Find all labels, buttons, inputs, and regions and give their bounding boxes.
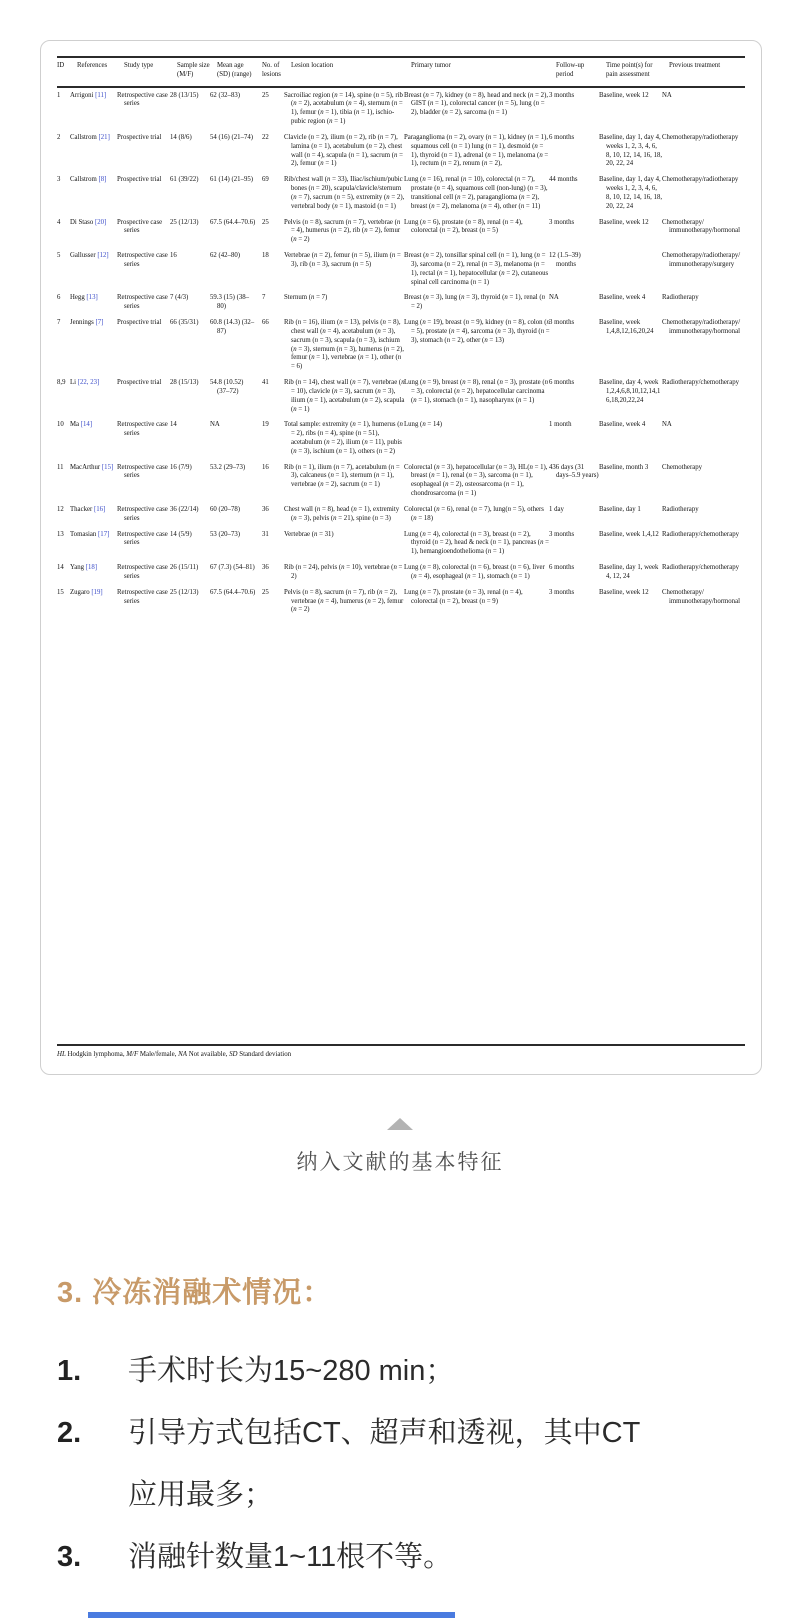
cell-reference: Ma [14] — [70, 421, 93, 429]
list-item — [57, 1340, 749, 1402]
cell-lesion-location: Total sample: extremity (n = 1), humerus (n = 2), ribs (n = 4), spine (n = 51), acetabulum (n = 2), ilium (n = 11), pubis (n = 3), ischium (n = 1), others (n = 2) — [284, 421, 403, 455]
cell-follow-up: 6 months — [549, 133, 575, 141]
cell-primary-tumor: Lung (n = 14) — [404, 421, 443, 429]
table-row — [57, 172, 745, 214]
cell-lesion-count: 25 — [262, 588, 269, 596]
cell-mean-age: 67.5 (64.4–70.6) — [210, 588, 256, 596]
footnote-text: Hodgkin lymphoma, — [65, 1051, 127, 1058]
column-header: Previous treatment — [669, 57, 745, 87]
cell-id: 5 — [57, 252, 61, 260]
cell-reference: Li [22, 23] — [70, 379, 100, 387]
column-header: No. of lesions — [262, 57, 291, 87]
cell-study-type: Retrospective case series — [117, 564, 168, 580]
cell-study-type: Prospective case series — [117, 218, 163, 235]
column-header: Follow-up period — [556, 57, 606, 87]
cell-follow-up: 44 months — [549, 176, 578, 184]
cell-mean-age: 67.5 (64.4–70.6) — [210, 218, 256, 226]
cell-study-type: Prospective trial — [117, 133, 162, 141]
cell-lesion-count: 66 — [262, 319, 269, 327]
list-text-line: 引导方式包括CT、超声和透视，其中CT — [128, 1417, 641, 1449]
cell-study-type: Retrospective case series — [117, 505, 168, 522]
cell-previous-treatment: Chemotherapy — [662, 463, 703, 471]
cell-time-points: Baseline, day 1, week 4, 12, 24 — [599, 564, 659, 580]
citation-link[interactable]: [11] — [95, 91, 107, 99]
cell-sample-size: 14 (5/​9) — [170, 530, 192, 538]
footnote-text: Male/female, — [138, 1051, 179, 1058]
cell-id: 3 — [57, 176, 61, 184]
cell-reference: Arrigoni [11] — [70, 91, 107, 99]
list-text — [128, 1402, 749, 1526]
cell-reference: Zugaro [19] — [70, 588, 103, 596]
cell-sample-size: 14 (8/​6) — [170, 133, 192, 141]
cell-mean-age: 59.3 (15) (38–80) — [210, 294, 250, 311]
cell-previous-treatment: Chemotherapy/​immunotherapy/​hormonal — [662, 218, 740, 235]
cell-id: 10 — [57, 421, 64, 429]
cell-sample-size: 7 (4/​3) — [170, 294, 189, 302]
list-text-line: 应用最多； — [128, 1479, 274, 1511]
footnote-abbr: NA — [178, 1051, 187, 1058]
cell-reference: Thacker [16] — [70, 505, 106, 513]
column-header: Primary tumor — [411, 57, 556, 87]
cell-lesion-count: 25 — [262, 218, 269, 226]
cell-primary-tumor: Lung (n = 19), breast (n = 9), kidney (n = 8), colon (n = 5), prostate (n = 4), sarcoma (n = 3), thyroid (n = 3), stomach (n = 2), other (n = 13) — [404, 319, 550, 344]
cell-previous-treatment: Radiotherapy/​chemotherapy — [662, 564, 740, 572]
cell-lesion-location: Rib (n = 14), chest wall (n = 7), vertebrae (n = 10), clavicle (n = 3), sacrum (n = 3), ilium (n = 1), acetabulum (n = 2), scapula (n = 1) — [284, 379, 405, 413]
cell-lesion-count: 36 — [262, 564, 269, 572]
list-text-line: 手术时长为15~280 min； — [128, 1355, 455, 1387]
footnote-text: Standard deviation — [237, 1051, 292, 1058]
cell-time-points: Baseline, day 1, day 4, weeks 1, 2, 3, 4, 6, 8, 10, 12, 14, 16, 18, 20, 22, 24 — [599, 176, 663, 210]
list-item — [57, 1526, 749, 1588]
cell-mean-age: 53.2 (29–73) — [210, 463, 246, 471]
citation-link[interactable]: [14] — [80, 421, 93, 429]
cell-primary-tumor: Breast (n = 2), tonsillar spinal cell (n = 1), lung (n = 3), sarcoma (n = 2), renal (n = 3), melanoma (n = 1), rectal (n = 1), hepatocellular (n = 2), cutaneous spinal cell carcinoma (n = 1) — [404, 252, 549, 286]
citation-link[interactable]: [17] — [98, 530, 110, 538]
notes-list — [57, 1340, 749, 1588]
cell-follow-up: 3 months — [549, 588, 575, 596]
cell-previous-treatment: Radiotherapy/​chemotherapy — [662, 379, 740, 387]
table-caption: 纳入文献的基本特征 — [296, 1151, 504, 1174]
cell-time-points: Baseline, month 3 — [599, 463, 649, 471]
table-row — [57, 87, 745, 130]
cell-previous-treatment: Chemotherapy/​radiotherapy — [662, 176, 739, 184]
cell-lesion-count: 41 — [262, 379, 269, 387]
column-header: Sample size (M/F) — [177, 57, 217, 87]
cell-lesion-count: 18 — [262, 252, 269, 260]
cell-lesion-location: Rib (n = 24), pelvis (n = 10), vertebrae (n = 2) — [284, 564, 403, 580]
cell-id: 6 — [57, 294, 61, 302]
cell-time-points: Baseline, day 4, week 1,2,4,6,8,10,12,14,16,18,20,22,24 — [599, 379, 661, 404]
cell-mean-age: 60 (20–78) — [210, 505, 241, 513]
cell-previous-treatment: Chemotherapy/​radiotherapy — [662, 133, 739, 141]
citation-link[interactable]: [7] — [95, 319, 104, 327]
cell-lesion-location: Sacroiliac region (n = 14), spine (n = 5), rib (n = 2), acetabulum (n = 4), sternum (n = 1), femur (n = 1), tibia (n = 1), ischio-pubic region (n = 1) — [284, 91, 403, 126]
citation-link[interactable]: [22, 23] — [77, 379, 100, 387]
cell-lesion-location: Chest wall (n = 8), head (n = 1), extremity (n = 3), pelvis (n = 21), spine (n = 3) — [284, 505, 400, 522]
cell-time-points: Baseline, week 12 — [599, 588, 649, 596]
cell-id: 14 — [57, 564, 64, 572]
cell-study-type: Prospective trial — [117, 319, 162, 327]
cell-mean-age: 67 (7.3) (54–81) — [210, 564, 255, 572]
cell-lesion-location: Pelvis (n = 8), sacrum (n = 7), vertebrae (n = 4), humerus (n = 2), rib (n = 2), femur (n = 2) — [284, 218, 401, 244]
citation-link[interactable]: [12] — [97, 252, 109, 260]
cell-reference: Jennings [7] — [70, 319, 104, 327]
table-row — [57, 527, 745, 560]
citation-link[interactable]: [20] — [94, 218, 107, 226]
cell-lesion-count: 31 — [262, 530, 269, 538]
table-row — [57, 130, 745, 172]
cell-study-type: Retrospective case series — [117, 463, 168, 480]
cell-lesion-count: 19 — [262, 421, 269, 429]
column-header: Mean age (SD) (range) — [217, 57, 262, 87]
cell-sample-size: 36 (22/​14) — [170, 505, 199, 513]
cell-sample-size: 26 (15/​11) — [170, 564, 199, 572]
cell-follow-up: 436 days (31 days–5.9 years) — [549, 463, 599, 480]
cell-study-type: Retrospective case series — [117, 294, 168, 311]
reading-progress-bar — [88, 1612, 455, 1618]
column-header: Time point(s) for pain assessment — [606, 57, 669, 87]
cell-study-type: Retrospective case series — [117, 91, 168, 108]
cell-sample-size: 25 (12/​13) — [170, 218, 199, 226]
cell-sample-size: 61 (39/​22) — [170, 176, 199, 184]
cell-mean-age: 62 (42–80) — [210, 252, 241, 260]
cell-id: 1 — [57, 91, 61, 99]
study-table-wrap — [57, 56, 745, 1042]
cell-follow-up: 3 months — [549, 530, 575, 538]
citation-link[interactable]: [8] — [98, 176, 107, 184]
cell-study-type: Prospective trial — [117, 176, 162, 184]
cell-study-type: Retrospective case series — [117, 252, 168, 268]
citation-link[interactable]: [16] — [93, 505, 106, 513]
cell-lesion-location: Rib (n = 16), ilium (n = 13), pelvis (n = 8), chest wall (n = 4), acetabulum (n = 3), sacrum (n = 3), scapula (n = 3), ischium (n = 3), sternum (n = 3), humerus (n = 2), femur (n = 1), vertebrae (n = 1), other (n = 6) — [284, 319, 404, 371]
cell-time-points: Baseline, week 12 — [599, 91, 649, 99]
cell-primary-tumor: Lung (n = 4), colorectal (n = 3), breast (n = 2), thyroid (n = 2), head & neck (n = 1), pancreas (n = 1), hemangioendothelioma (n = 1) — [404, 530, 550, 556]
cell-previous-treatment: Radiotherapy — [662, 505, 699, 513]
collapse-triangle-icon[interactable] — [387, 1118, 413, 1130]
table-row — [57, 215, 745, 248]
cell-lesion-count: 69 — [262, 176, 269, 184]
cell-previous-treatment: Chemotherapy/​radiotherapy/​immunotherapy/​surgery — [662, 252, 741, 268]
cell-sample-size: 14 — [170, 421, 177, 429]
cell-time-points: Baseline, week 4 — [599, 294, 646, 302]
cell-previous-treatment: Radiotherapy/​chemotherapy — [662, 530, 740, 538]
cell-reference: Tomasian [17] — [70, 530, 110, 538]
cell-lesion-location: Sternum (n = 7) — [284, 294, 328, 302]
cell-primary-tumor: Breast (n = 3), lung (n = 3), thyroid (n = 1), renal (n = 2) — [404, 294, 546, 311]
column-header: Lesion location — [291, 57, 411, 87]
cell-primary-tumor: Lung (n = 7), prostate (n = 3), renal (n = 4), colorectal (n = 2), breast (n = 9) — [404, 588, 523, 605]
table-row — [57, 417, 745, 459]
cell-mean-age: 54 (16) (21–74) — [210, 133, 254, 141]
cell-lesion-location: Rib (n = 1), ilium (n = 7), acetabulum (n = 3), calcaneus (n = 1), sternum (n = 1), vertebrae (n = 2), sacrum (n = 1) — [284, 463, 400, 489]
citation-link[interactable]: [13] — [86, 294, 98, 302]
cell-reference: Gallusser [12] — [70, 252, 109, 260]
cell-time-points — [606, 248, 669, 290]
table-row — [57, 585, 745, 618]
cell-lesion-count: 7 — [262, 294, 266, 302]
table-body — [57, 87, 745, 619]
cell-primary-tumor: Lung (n = 9), breast (n = 8), renal (n = 3), prostate (n = 3), colorectal (n = 2), hepatocellular carcinoma (n = 1), stomach (n = 1), nasopharynx (n = 1) — [404, 379, 549, 404]
cell-reference: Di Staso [20] — [70, 218, 107, 226]
cell-follow-up: 3 months — [549, 319, 575, 327]
citation-link[interactable]: [21] — [98, 133, 110, 141]
cell-mean-age: 53 (20–73) — [210, 530, 241, 538]
cell-time-points: Baseline, day 1 — [599, 505, 641, 513]
cell-study-type: Retrospective case series — [117, 588, 168, 605]
table-row — [57, 460, 745, 502]
table-row — [57, 315, 745, 375]
cell-id: 15 — [57, 588, 64, 596]
cell-primary-tumor: Lung (n = 8), colorectal (n = 6), breast (n = 6), liver (n = 4), esophageal (n = 1), stomach (n = 1) — [404, 564, 545, 580]
cell-follow-up: 1 day — [549, 505, 564, 513]
cell-lesion-count: 22 — [262, 133, 269, 141]
cell-previous-treatment: Chemotherapy/​immunotherapy/​hormonal — [662, 588, 740, 605]
column-header: References — [77, 57, 124, 87]
cell-id: 13 — [57, 530, 64, 538]
cell-primary-tumor: Paraganglioma (n = 2), ovary (n = 1), kidney (n = 1), squamous cell (n = 1) lung (n = 1), desmoid (n = 1), thyroid (n = 1), adrenal (n = 1), melanoma (n = 1), rectum (n = 2), renum (n = 2), — [404, 133, 549, 168]
list-item — [57, 1402, 749, 1526]
list-number: 2. — [57, 1417, 82, 1449]
cell-study-type: Prospective trial — [117, 379, 162, 387]
cell-lesion-count: 36 — [262, 505, 269, 513]
column-header: ID — [57, 57, 77, 87]
column-header: Study type — [124, 57, 177, 87]
cell-sample-size: 28 (15/​13) — [170, 379, 199, 387]
study-table-card — [40, 40, 762, 1075]
table-footnote — [57, 1044, 745, 1058]
cell-previous-treatment: NA — [662, 91, 672, 99]
list-text — [128, 1340, 749, 1402]
table-row — [57, 502, 745, 527]
cell-time-points: Baseline, week 1,4,8,12,16,20,24 — [599, 319, 654, 335]
cell-primary-tumor: Colorectal (n = 3), hepatocellular (n = 3), HL(n = 1), breast (n = 1), renal (n = 3), sarcoma (n = 1), esophageal (n = 2), osteosarcoma (n = 1), chondrosarcoma (n = 1) — [404, 463, 548, 498]
cell-study-type: Retrospective case series — [117, 421, 168, 438]
cell-mean-age: 61 (14) (21–95) — [210, 176, 254, 184]
cell-time-points: Baseline, week 4 — [599, 421, 646, 429]
cell-lesion-location: Vertebrae (n = 2), femur (n = 5), ilium (n = 3), rib (n = 3), sacrum (n = 5) — [284, 252, 401, 268]
table-row — [57, 290, 745, 315]
cell-reference: Yang [18] — [70, 564, 98, 572]
cell-time-points: Baseline, week 12 — [599, 218, 649, 226]
list-number: 1. — [57, 1355, 82, 1387]
citation-link[interactable]: [19] — [91, 588, 103, 596]
cell-previous-treatment: NA — [662, 421, 672, 429]
cell-mean-age: 60.8 (14.3) (32–87) — [210, 319, 255, 335]
cell-id: 8,9 — [57, 379, 66, 387]
cell-mean-age: 54.8 (10.52) (37–72) — [210, 379, 244, 395]
cell-time-points: Baseline, day 1, day 4, weeks 1, 2, 3, 4, 6, 8, 10, 12, 14, 16, 18, 20, 22, 24 — [599, 133, 663, 168]
cell-time-points: Baseline, week 1,4,12 — [599, 530, 659, 538]
list-number: 3. — [57, 1541, 82, 1573]
cell-primary-tumor: Breast (n = 7), kidney (n = 8), head and neck (n = 2), GIST (n = 1), colorectal cancer (n = 5), lung (n = 2), bladder (n = 2), sarcoma (n = 1) — [404, 91, 549, 117]
cell-lesion-count: 25 — [262, 91, 269, 99]
section-heading: 3. 冷冻消融术情况： — [57, 1277, 333, 1309]
list-text — [128, 1526, 749, 1588]
cell-follow-up: 12 (1.5–39) months — [549, 252, 581, 268]
table-header-row — [57, 57, 745, 87]
cell-study-type: Retrospective case series — [117, 530, 168, 547]
table-row — [57, 248, 745, 290]
cell-follow-up: 6 months — [549, 564, 575, 572]
cell-sample-size: 16 (7/​9) — [170, 463, 192, 471]
cell-previous-treatment: Chemotherapy/​radiotherapy/​immunotherapy/​hormonal — [662, 319, 741, 335]
cell-reference: Callstrom [21] — [70, 133, 110, 141]
cell-follow-up: 1 month — [549, 421, 572, 429]
footnote-abbr: SD — [229, 1051, 238, 1058]
cell-lesion-count: 16 — [262, 463, 269, 471]
cell-sample-size: 16 — [170, 252, 177, 260]
study-characteristics-table — [57, 56, 745, 618]
cell-previous-treatment: Radiotherapy — [662, 294, 699, 302]
cell-follow-up: NA — [549, 294, 559, 302]
cell-sample-size: 25 (12/​13) — [170, 588, 199, 596]
table-row — [57, 375, 745, 417]
cell-id: 2 — [57, 133, 61, 141]
citation-link[interactable]: [15] — [101, 463, 114, 471]
cell-primary-tumor: Lung (n = 6), prostate (n = 8), renal (n = 4), colorectal (n = 2), breast (n = 5) — [404, 218, 523, 235]
cell-primary-tumor: Colorectal (n = 6), renal (n = 7), lung(n = 5), others (n = 18) — [404, 505, 544, 522]
cell-lesion-location: Clavicle (n = 2), ilium (n = 2), rib (n = 7), lamina (n = 1), acetabulum (n = 2), chest wall (n = 4), scapula (n = 1), sacrum (n = 2), femur (n = 1) — [284, 133, 403, 168]
citation-link[interactable]: [18] — [85, 564, 98, 572]
cell-reference: Callstrom [8] — [70, 176, 107, 184]
cell-mean-age: NA — [210, 421, 220, 429]
cell-lesion-location: Vertebrae (n = 31) — [284, 530, 334, 538]
cell-lesion-location: Pelvis (n = 8), sacrum (n = 7), rib (n = 2), vertebrae (n = 4), humerus (n = 2), femur (n = 2) — [284, 588, 404, 614]
cell-id: 11 — [57, 463, 64, 471]
cell-sample-size: 28 (13/​15) — [170, 91, 199, 99]
cell-follow-up: 3 months — [549, 218, 575, 226]
cell-reference: MacArthur [15] — [70, 463, 114, 471]
cell-id: 12 — [57, 505, 64, 513]
cell-follow-up: 3 months — [549, 91, 575, 99]
cell-sample-size: 66 (35/​31) — [170, 319, 199, 327]
list-text-line: 消融针数量1~11根不等。 — [128, 1541, 453, 1573]
cell-reference: Hegg [13] — [70, 294, 98, 302]
cell-follow-up: 6 months — [549, 379, 575, 387]
cell-primary-tumor: Lung (n = 16), renal (n = 10), colorectal (n = 7), prostate (n = 4), squamous cell (non-lung) (n = 3), transitional cell (n = 2), paraganglioma (n = 2), breast (n = 2), melanoma (n = 4), other (n = 11) — [404, 176, 548, 210]
footnote-abbr: HL — [57, 1051, 66, 1058]
cell-mean-age: 62 (32–83) — [210, 91, 241, 99]
cell-id: 4 — [57, 218, 61, 226]
table-row — [57, 560, 745, 585]
cell-lesion-location: Rib/​chest wall (n = 33), Iliac/​ischium/​pubic bones (n = 20), scapula/​clavicle/​sternum (n = 7), sacrum (n = 5), extremity (n = 2), vertebral body (n = 1), mastoid (n = 1) — [284, 176, 405, 210]
footnote-text: Not available, — [186, 1051, 230, 1058]
footnote-abbr: M/F — [126, 1051, 139, 1058]
cell-id: 7 — [57, 319, 61, 327]
